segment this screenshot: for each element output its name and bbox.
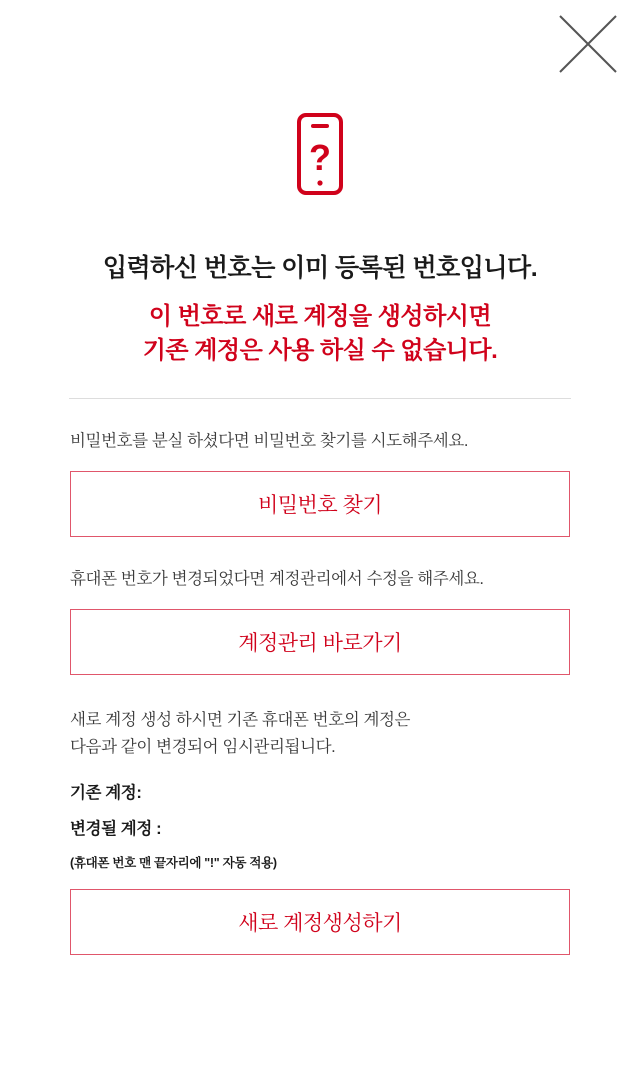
create-account-description-line-2: 다음과 같이 변경되어 임시관리됩니다. xyxy=(70,738,336,756)
phone-question-icon xyxy=(277,0,363,228)
content-area xyxy=(0,429,640,955)
svg-text:?: ? xyxy=(309,137,331,178)
create-account-description xyxy=(70,707,570,760)
create-account-description-line-1: 새로 계정 생성 하시면 기존 휴대폰 번호의 계정은 xyxy=(70,711,411,730)
create-new-account-button[interactable]: 새로 계정생성하기 xyxy=(70,889,570,955)
account-note: 휴대폰 번호가 변경되었다면 계정관리에서 수정을 해주세요. xyxy=(70,570,484,589)
fineprint-note: (휴대폰 번호 맨 끝자리에 "!" 자동 적용) xyxy=(70,855,277,870)
go-to-account-management-button[interactable]: 계정관리 바로가기 xyxy=(70,609,570,675)
password-note: 비밀번호를 분실 하셨다면 비밀번호 찾기를 시도해주세요. xyxy=(70,432,469,451)
divider xyxy=(69,398,571,399)
close-button[interactable] xyxy=(556,12,620,76)
existing-account-label: 기존 계정: xyxy=(70,783,142,802)
subheadline xyxy=(0,300,640,368)
subheadline-line-2: 기존 계정은 사용 하실 수 없습니다. xyxy=(142,337,498,365)
find-password-button[interactable]: 비밀번호 찾기 xyxy=(70,471,570,537)
changed-account-label: 변경될 계정 : xyxy=(70,819,162,838)
close-x-icon xyxy=(556,12,620,76)
headline: 입력하신 번호는 이미 등록된 번호입니다. xyxy=(102,254,538,282)
subheadline-line-1: 이 번호로 새로 계정을 생성하시면 xyxy=(148,303,492,330)
